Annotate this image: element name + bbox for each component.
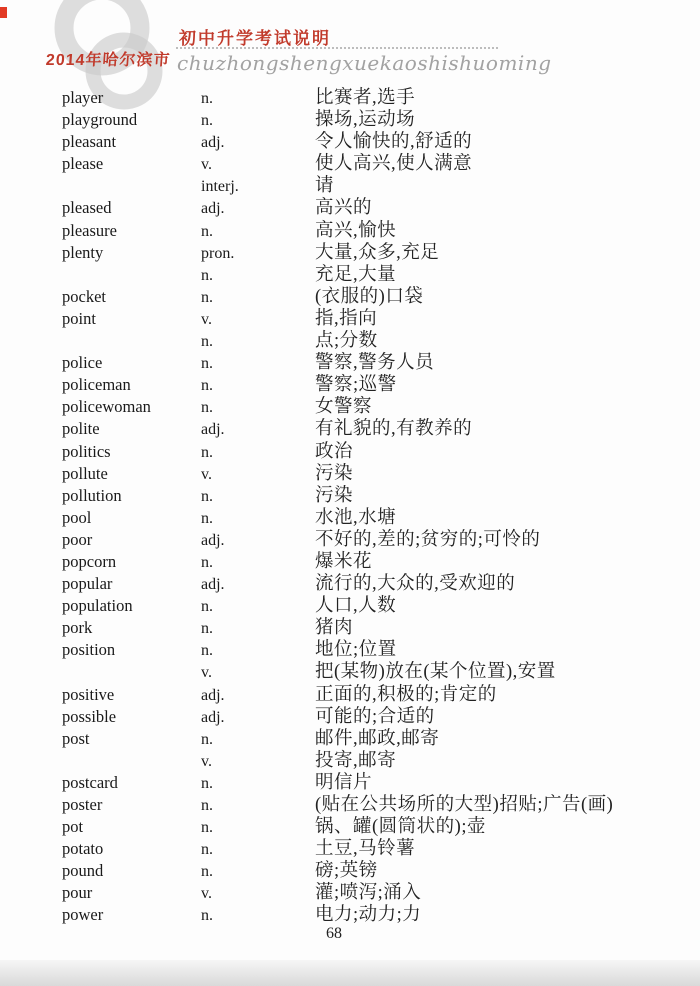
vocab-part-of-speech: v. <box>201 885 212 903</box>
vocab-part-of-speech: n. <box>201 553 213 571</box>
vocab-part-of-speech: adj. <box>201 134 225 152</box>
vocab-word: position <box>62 640 116 660</box>
vocab-row <box>62 264 670 286</box>
vocab-row <box>62 904 670 926</box>
vocab-row <box>62 286 670 308</box>
vocab-meaning: 邮件,邮政,邮寄 <box>315 728 440 749</box>
vocab-part-of-speech: adj. <box>201 200 225 218</box>
vocab-part-of-speech: n. <box>201 355 213 373</box>
vocab-meaning: 可能的;合适的 <box>315 706 435 727</box>
vocab-meaning: 爆米花 <box>315 551 373 572</box>
vocab-word: point <box>62 308 96 328</box>
vocab-meaning: 充足,大量 <box>315 264 397 285</box>
vocab-meaning: 灌;喷泻;涌入 <box>315 883 422 904</box>
vocab-part-of-speech: n. <box>201 288 213 306</box>
vocab-meaning: 指,指向 <box>315 308 378 329</box>
vocab-meaning: 有礼貌的,有教养的 <box>315 419 473 440</box>
vocab-meaning: 猪肉 <box>315 618 354 639</box>
vocab-word: pot <box>62 817 84 837</box>
vocab-part-of-speech: n. <box>201 90 213 107</box>
vocab-part-of-speech: n. <box>201 774 213 792</box>
vocab-row <box>62 728 670 750</box>
header-pinyin: chuzhongshengxuekaoshishuoming <box>177 51 552 75</box>
vocab-row <box>62 418 670 440</box>
vocab-meaning: 警察,警务人员 <box>315 353 435 374</box>
vocab-word: politics <box>62 441 111 461</box>
vocab-meaning: 人口,人数 <box>315 596 397 617</box>
vocab-meaning: 操场,运动场 <box>315 110 416 131</box>
vocab-row <box>62 175 670 197</box>
vocab-meaning: 请 <box>315 176 335 197</box>
vocab-meaning: 投寄,邮寄 <box>315 750 397 771</box>
vocab-row <box>62 816 670 838</box>
vocab-row <box>62 330 670 352</box>
vocab-meaning: 点;分数 <box>315 331 378 352</box>
vocab-part-of-speech: n. <box>201 333 213 351</box>
vocab-word: popular <box>62 574 113 594</box>
vocab-part-of-speech: adj. <box>201 576 225 594</box>
vocab-word: pool <box>62 507 92 527</box>
vocab-row <box>62 529 670 551</box>
vocab-word: poor <box>62 529 93 549</box>
vocab-row <box>62 485 670 507</box>
vocab-part-of-speech: adj. <box>201 531 225 549</box>
vocab-row <box>62 551 670 573</box>
vocab-word: policewoman <box>62 397 151 417</box>
vocab-meaning: (贴在公共场所的大型)招贴;广告(画) <box>315 795 614 815</box>
vocab-meaning: 高兴的 <box>315 198 373 219</box>
vocab-row <box>62 308 670 330</box>
vocab-word: poster <box>62 795 103 814</box>
vocab-meaning: 地位;位置 <box>315 640 397 661</box>
vocab-word: pleasant <box>62 132 117 152</box>
vocab-part-of-speech: v. <box>201 752 212 770</box>
vocab-part-of-speech: n. <box>201 642 213 660</box>
vocab-part-of-speech: n. <box>201 399 213 417</box>
vocab-meaning: 政治 <box>315 441 354 462</box>
vocab-meaning: 土豆,马铃薯 <box>315 839 416 860</box>
vocab-word: postcard <box>62 772 118 792</box>
vocab-word: pound <box>62 861 104 881</box>
vocab-row <box>62 706 670 728</box>
vocab-part-of-speech: v. <box>201 310 212 328</box>
vocab-row <box>62 573 670 595</box>
vocab-part-of-speech: interj. <box>201 178 239 196</box>
vocab-part-of-speech: adj. <box>201 708 225 726</box>
vocab-word: pocket <box>62 286 106 306</box>
vocab-word: pleasure <box>62 220 117 240</box>
vocab-row <box>62 87 670 109</box>
vocab-row <box>62 838 670 860</box>
vocab-part-of-speech: n. <box>201 487 213 505</box>
vocab-part-of-speech: n. <box>201 112 213 130</box>
vocab-row <box>62 639 670 661</box>
vocab-row <box>62 396 670 418</box>
page-number: 68 <box>326 925 342 942</box>
vocab-meaning: (衣服的)口袋 <box>315 286 424 307</box>
vocab-word: player <box>62 88 104 107</box>
vocab-row <box>62 197 670 219</box>
vocab-part-of-speech: adj. <box>201 686 225 704</box>
vocab-row <box>62 109 670 131</box>
vocab-row <box>62 617 670 639</box>
vocab-word: popcorn <box>62 551 117 571</box>
vocab-row <box>62 507 670 529</box>
vocab-word: positive <box>62 684 115 704</box>
vocab-part-of-speech: n. <box>201 222 213 240</box>
vocab-row <box>62 684 670 706</box>
vocab-part-of-speech: v. <box>201 156 212 174</box>
vocab-row <box>62 794 670 816</box>
vocab-part-of-speech: pron. <box>201 244 235 262</box>
vocab-word: power <box>62 905 104 925</box>
vocab-part-of-speech: adj. <box>201 421 225 439</box>
vocab-meaning: 使人高兴,使人满意 <box>315 154 473 175</box>
vocab-row <box>62 595 670 617</box>
vocab-row <box>62 153 670 175</box>
vocab-meaning: 大量,众多,充足 <box>315 242 440 263</box>
vocab-meaning: 把(某物)放在(某个位置),安置 <box>315 662 556 683</box>
vocab-word: pleased <box>62 198 112 218</box>
header-region-label: 2014年哈尔滨市 <box>45 52 172 69</box>
vocab-meaning: 比赛者,选手 <box>315 88 416 108</box>
vocab-word: pork <box>62 618 93 638</box>
vocab-row <box>62 772 670 794</box>
vocab-word: police <box>62 353 103 373</box>
vocab-meaning: 明信片 <box>315 772 373 793</box>
vocab-row <box>62 860 670 882</box>
vocab-part-of-speech: n. <box>201 443 213 461</box>
vocab-part-of-speech: v. <box>201 465 212 483</box>
vocab-word: playground <box>62 110 138 130</box>
vocab-part-of-speech: n. <box>201 266 213 284</box>
vocab-row <box>62 374 670 396</box>
vocab-part-of-speech: n. <box>201 377 213 395</box>
vocab-row <box>62 882 670 904</box>
vocab-row <box>62 242 670 264</box>
vocab-row <box>62 463 670 485</box>
vocab-meaning: 女警察 <box>315 397 373 418</box>
vocab-meaning: 令人愉快的,舒适的 <box>315 132 473 153</box>
vocab-meaning: 流行的,大众的,受欢迎的 <box>315 574 516 595</box>
vocab-word: policeman <box>62 375 131 395</box>
vocab-list <box>62 87 670 927</box>
vocab-word: possible <box>62 706 117 726</box>
vocab-meaning: 高兴,愉快 <box>315 220 397 241</box>
vocab-meaning: 不好的,差的;贫穷的;可怜的 <box>315 529 541 550</box>
vocab-part-of-speech: n. <box>201 819 213 837</box>
vocab-word: polite <box>62 419 100 439</box>
vocab-part-of-speech: n. <box>201 841 213 859</box>
vocab-meaning: 水池,水塘 <box>315 507 397 528</box>
vocab-word: please <box>62 154 104 174</box>
vocab-part-of-speech: n. <box>201 797 213 814</box>
vocab-row <box>62 131 670 153</box>
vocab-row <box>62 661 670 683</box>
vocab-meaning: 警察;巡警 <box>315 375 397 396</box>
dotted-divider <box>176 47 498 49</box>
vocab-word: pollute <box>62 463 108 483</box>
vocab-word: plenty <box>62 242 104 262</box>
vocab-meaning: 磅;英镑 <box>315 861 378 882</box>
page-title: 初中升学考试说明 <box>179 29 331 48</box>
vocab-meaning: 污染 <box>315 485 354 506</box>
vocab-meaning: 锅、罐(圆筒状的);壶 <box>315 817 486 838</box>
vocab-row <box>62 750 670 772</box>
vocab-word: potato <box>62 839 104 859</box>
vocab-word: post <box>62 728 90 748</box>
vocab-part-of-speech: v. <box>201 664 212 682</box>
scan-corner-mark <box>0 7 7 18</box>
vocab-word: pollution <box>62 485 122 505</box>
vocab-meaning: 电力;动力;力 <box>315 905 422 926</box>
vocab-part-of-speech: n. <box>201 509 213 527</box>
vocab-meaning: 正面的,积极的;肯定的 <box>315 684 497 705</box>
vocab-part-of-speech: n. <box>201 620 213 638</box>
vocab-part-of-speech: n. <box>201 863 213 881</box>
vocab-part-of-speech: n. <box>201 730 213 748</box>
vocab-part-of-speech: n. <box>201 907 213 925</box>
scan-bottom-edge <box>0 960 700 986</box>
vocab-word: population <box>62 596 133 616</box>
vocab-part-of-speech: n. <box>201 598 213 616</box>
vocab-row <box>62 441 670 463</box>
vocab-row <box>62 352 670 374</box>
vocab-word: pour <box>62 883 93 903</box>
vocab-meaning: 污染 <box>315 463 354 484</box>
vocab-row <box>62 220 670 242</box>
